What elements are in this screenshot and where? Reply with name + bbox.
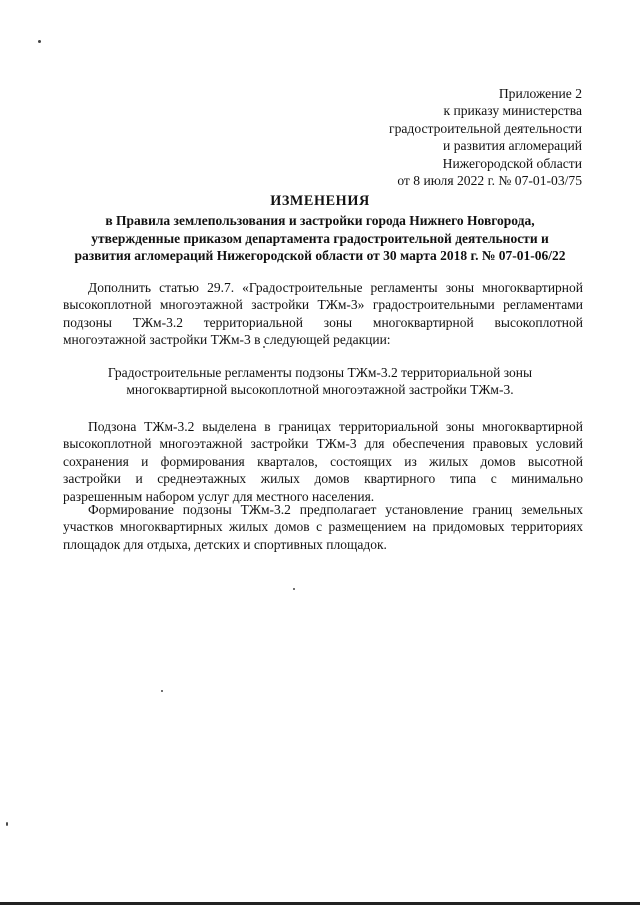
paragraph-line: застройки и среднеэтажных жилых домов квартирного типа с минимально — [63, 471, 583, 487]
subtitle-line: утвержденные приказом департамента градостроительной деятельности и — [91, 230, 549, 246]
paragraph-line: Формирование подзоны ТЖм-3.2 предполагает установление границ земельных — [88, 502, 583, 517]
appendix-line: Нижегородской области — [442, 155, 582, 171]
paragraph-line: высокоплотной многоэтажной застройки ТЖм-3 для обеспечения правовых условий — [63, 436, 583, 452]
paragraph-line: участков многоквартирных жилых домов с размещением на придомовых территориях — [63, 519, 583, 535]
paragraph-line: сохранения и формирования кварталов, состоящих из жилых домов высотной — [63, 453, 583, 469]
paragraph-line: Дополнить статью 29.7. «Градостроительные регламенты зоны многоквартирной — [88, 280, 583, 295]
scan-speck — [38, 40, 41, 43]
paragraph-subzone-description — [63, 418, 583, 505]
document-subtitle — [44, 212, 596, 265]
appendix-header — [389, 85, 582, 189]
paragraph-line: высокоплотной многоэтажной застройки ТЖм-3» градостроительными регламентами — [63, 297, 583, 313]
scan-speck — [161, 690, 163, 692]
scan-speck — [293, 588, 295, 590]
scan-speck — [6, 822, 8, 826]
paragraph-line: многоэтажной застройки ТЖм-3 в следующей редакции: — [63, 332, 391, 348]
subtitle-line: развития агломераций Нижегородской области от 30 марта 2018 г. № 07-01-06/22 — [74, 248, 566, 263]
appendix-line: градостроительной деятельности — [389, 120, 582, 136]
paragraph-line: Подзона ТЖм-3.2 выделена в границах территориальной зоны многоквартирной — [88, 419, 583, 434]
paragraph-line: разрешенным набором услуг для местного населения. — [63, 488, 375, 504]
subtitle-line: в Правила землепользования и застройки города Нижнего Новгорода, — [105, 213, 535, 228]
section-heading-line: многоквартирной высокоплотной многоэтажной застройки ТЖм-3. — [126, 382, 514, 398]
appendix-line: Приложение 2 — [498, 86, 582, 101]
appendix-line: и развития агломераций — [443, 138, 582, 154]
appendix-line: от 8 июля 2022 г. № 07-01-03/75 — [397, 173, 582, 189]
appendix-line: к приказу министерства — [443, 103, 582, 119]
paragraph-line: площадок для отдыха, детских и спортивных площадок. — [63, 536, 387, 552]
paragraph-subzone-formation — [63, 501, 583, 553]
paragraph-amendment — [63, 279, 583, 349]
section-heading-line: Градостроительные регламенты подзоны ТЖм-3.2 территориальной зоны — [107, 365, 533, 380]
document-title: ИЗМЕНЕНИЯ — [270, 193, 370, 209]
section-heading — [0, 364, 640, 399]
paragraph-line: подзоны ТЖм-3.2 территориальной зоны многоквартирной высокоплотной — [63, 314, 583, 330]
